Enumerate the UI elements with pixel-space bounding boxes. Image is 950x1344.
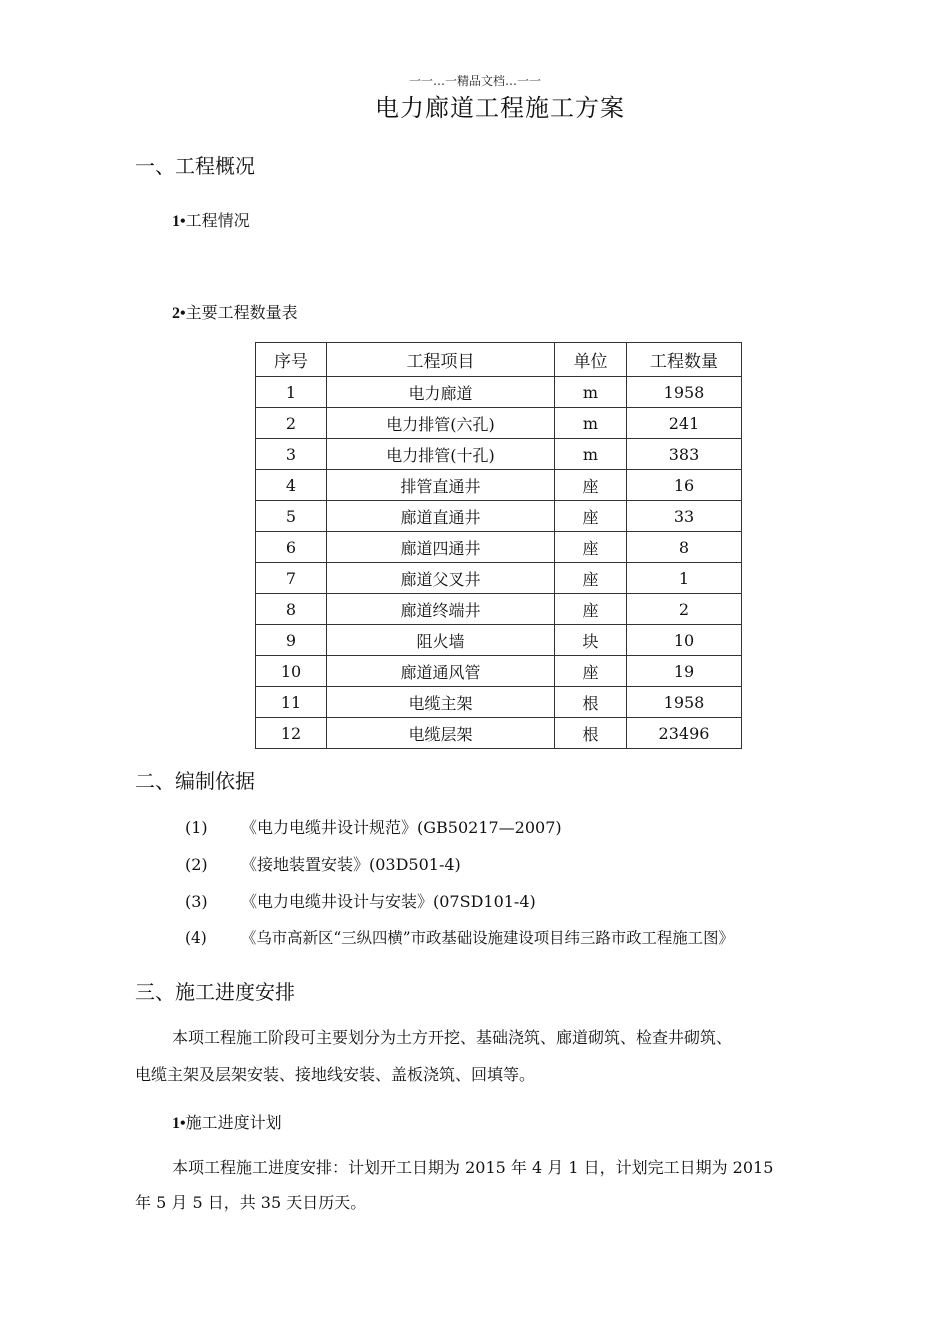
document-title: 电力廊道工程施工方案 (375, 94, 625, 122)
cell-item: 排管直通井 (327, 470, 555, 501)
paragraph-line: 本项工程施工进度安排：计划开工日期为 2015 年 4 月 1 日，计划完工日期为 2015 (172, 1158, 774, 1177)
subheading-label: 主要工程数量表 (185, 303, 298, 322)
cell-quantity: 2 (627, 594, 742, 625)
cell-quantity: 33 (627, 501, 742, 532)
table-row (256, 408, 742, 439)
section-heading-overview: 一、工程概况 (135, 154, 255, 178)
header-watermark: 一一…一精品文档…一一 (408, 74, 541, 88)
reference-item (185, 852, 461, 875)
section-heading-basis: 二、编制依据 (135, 769, 255, 793)
reference-item (185, 815, 562, 838)
header-cell-index: 序号 (256, 343, 327, 377)
cell-unit: m (555, 377, 627, 408)
header-cell-unit: 单位 (555, 343, 627, 377)
subheading-number: 2• (172, 305, 186, 322)
table-row (256, 594, 742, 625)
subheading-number: 1• (172, 213, 186, 230)
subheading-project-situation (172, 208, 250, 231)
reference-text: 《接地装置安装》(03D501-4) (241, 855, 461, 874)
cell-unit: 块 (555, 625, 627, 656)
table-row (256, 532, 742, 563)
subheading-label: 工程情况 (185, 211, 250, 230)
cell-unit: 座 (555, 594, 627, 625)
cell-quantity: 23496 (627, 718, 742, 749)
cell-item: 电缆层架 (327, 718, 555, 749)
cell-item: 电缆主架 (327, 687, 555, 718)
cell-unit: 根 (555, 687, 627, 718)
reference-number: (1) (185, 818, 208, 837)
cell-quantity: 10 (627, 625, 742, 656)
cell-unit: m (555, 408, 627, 439)
subheading-schedule-plan (172, 1110, 282, 1133)
cell-quantity: 1958 (627, 687, 742, 718)
cell-index: 6 (256, 532, 327, 563)
table-row (256, 501, 742, 532)
cell-quantity: 16 (627, 470, 742, 501)
cell-quantity: 8 (627, 532, 742, 563)
table-row (256, 439, 742, 470)
subheading-label: 施工进度计划 (185, 1113, 282, 1132)
cell-item: 廊道通风管 (327, 656, 555, 687)
cell-index: 12 (256, 718, 327, 749)
cell-item: 电力排管(十孔) (327, 439, 555, 470)
cell-quantity: 1958 (627, 377, 742, 408)
cell-index: 1 (256, 377, 327, 408)
quantity-table (255, 342, 742, 749)
cell-unit: 座 (555, 501, 627, 532)
cell-item: 廊道直通井 (327, 501, 555, 532)
cell-index: 4 (256, 470, 327, 501)
cell-quantity: 19 (627, 656, 742, 687)
cell-unit: 座 (555, 563, 627, 594)
cell-index: 8 (256, 594, 327, 625)
cell-index: 7 (256, 563, 327, 594)
table-row (256, 377, 742, 408)
cell-unit: m (555, 439, 627, 470)
reference-item (185, 926, 734, 948)
cell-quantity: 383 (627, 439, 742, 470)
cell-index: 11 (256, 687, 327, 718)
cell-index: 3 (256, 439, 327, 470)
cell-item: 阻火墙 (327, 625, 555, 656)
table-header-row (256, 343, 742, 377)
cell-item: 廊道终端井 (327, 594, 555, 625)
cell-unit: 座 (555, 470, 627, 501)
paragraph-line: 本项工程施工阶段可主要划分为土方开挖、基础浇筑、廊道砌筑、检查井砌筑、 (172, 1028, 733, 1047)
header-cell-quantity: 工程数量 (627, 343, 742, 377)
cell-item: 廊道父叉井 (327, 563, 555, 594)
reference-number: (3) (185, 892, 208, 911)
section-heading-schedule: 三、施工进度安排 (135, 980, 295, 1004)
reference-item (185, 889, 536, 912)
cell-item: 电力廊道 (327, 377, 555, 408)
paragraph-line: 年 5 月 5 日，共 35 天日历天。 (135, 1193, 367, 1212)
reference-text: 《乌市高新区“三纵四横”市政基础设施建设项目纬三路市政工程施工图》 (241, 929, 734, 947)
table-row (256, 470, 742, 501)
reference-number: (2) (185, 855, 208, 874)
subheading-number: 1• (172, 1115, 186, 1132)
cell-item: 廊道四通井 (327, 532, 555, 563)
table-row (256, 563, 742, 594)
header-cell-item: 工程项目 (327, 343, 555, 377)
paragraph-line: 电缆主架及层架安装、接地线安装、盖板浇筑、回填等。 (135, 1065, 536, 1084)
table-row (256, 718, 742, 749)
cell-unit: 座 (555, 656, 627, 687)
cell-index: 2 (256, 408, 327, 439)
cell-index: 9 (256, 625, 327, 656)
cell-quantity: 241 (627, 408, 742, 439)
cell-index: 10 (256, 656, 327, 687)
cell-quantity: 1 (627, 563, 742, 594)
table-row (256, 656, 742, 687)
reference-text: 《电力电缆井设计与安装》(07SD101-4) (241, 892, 536, 911)
reference-text: 《电力电缆井设计规范》(GB50217—2007) (241, 818, 562, 837)
table-row (256, 625, 742, 656)
cell-index: 5 (256, 501, 327, 532)
cell-unit: 座 (555, 532, 627, 563)
subheading-quantity-table (172, 300, 298, 323)
cell-unit: 根 (555, 718, 627, 749)
cell-item: 电力排管(六孔) (327, 408, 555, 439)
table-row (256, 687, 742, 718)
reference-number: (4) (185, 929, 207, 947)
